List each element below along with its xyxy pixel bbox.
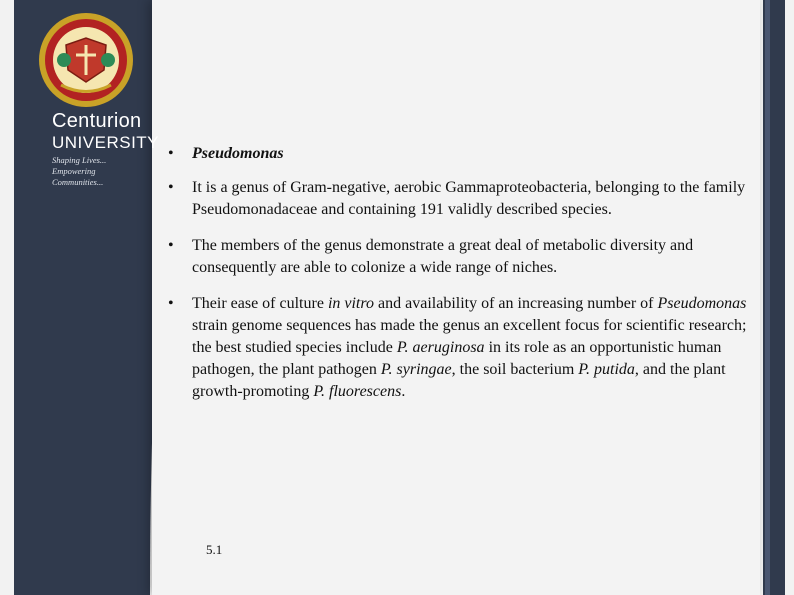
- bullet-text: Their ease of culture in vitro and availability of an increasing number of Pseudomonas strain genome sequences has made the genus an excellent focus for scientific research; the best studied species include P. aeruginosa in its role as an opportunistic human pathogen, the plant pathogen P. syringae, the soil bacterium P. putida, and the plant growth-promoting P. fluorescens.: [192, 295, 747, 400]
- bullet-dot: •: [168, 295, 174, 312]
- tagline-line1: Shaping Lives...: [52, 155, 107, 165]
- brand-tagline: [52, 155, 148, 188]
- bullet-item: [168, 177, 758, 221]
- brand-name-line2: UNIVERSITY: [52, 133, 160, 152]
- bullet-text: It is a genus of Gram-negative, aerobic Gammaproteobacteria, belonging to the family Pseudomonadaceae and containing 191 validly described species.: [192, 179, 746, 218]
- bullet-item: [168, 235, 758, 279]
- page-number: 5.1: [206, 542, 223, 557]
- right-sidebar-stripe: [765, 0, 770, 595]
- slide-content: [168, 143, 758, 417]
- bullet-title: Pseudomonas: [192, 145, 284, 162]
- bullet-item: [168, 293, 758, 403]
- tagline-line2: Empowering Communities...: [52, 166, 104, 187]
- university-logo: [18, 10, 160, 187]
- bullet-dot: •: [168, 179, 174, 196]
- bullet-item: [168, 143, 758, 165]
- brand-name-line1: Centurion: [52, 110, 142, 132]
- bullet-dot: •: [168, 237, 174, 254]
- bullet-dot: •: [168, 145, 174, 162]
- bullet-text: The members of the genus demonstrate a great deal of metabolic diversity and consequently are able to colonize a wide range of niches.: [192, 237, 694, 276]
- university-emblem-icon: [36, 10, 136, 110]
